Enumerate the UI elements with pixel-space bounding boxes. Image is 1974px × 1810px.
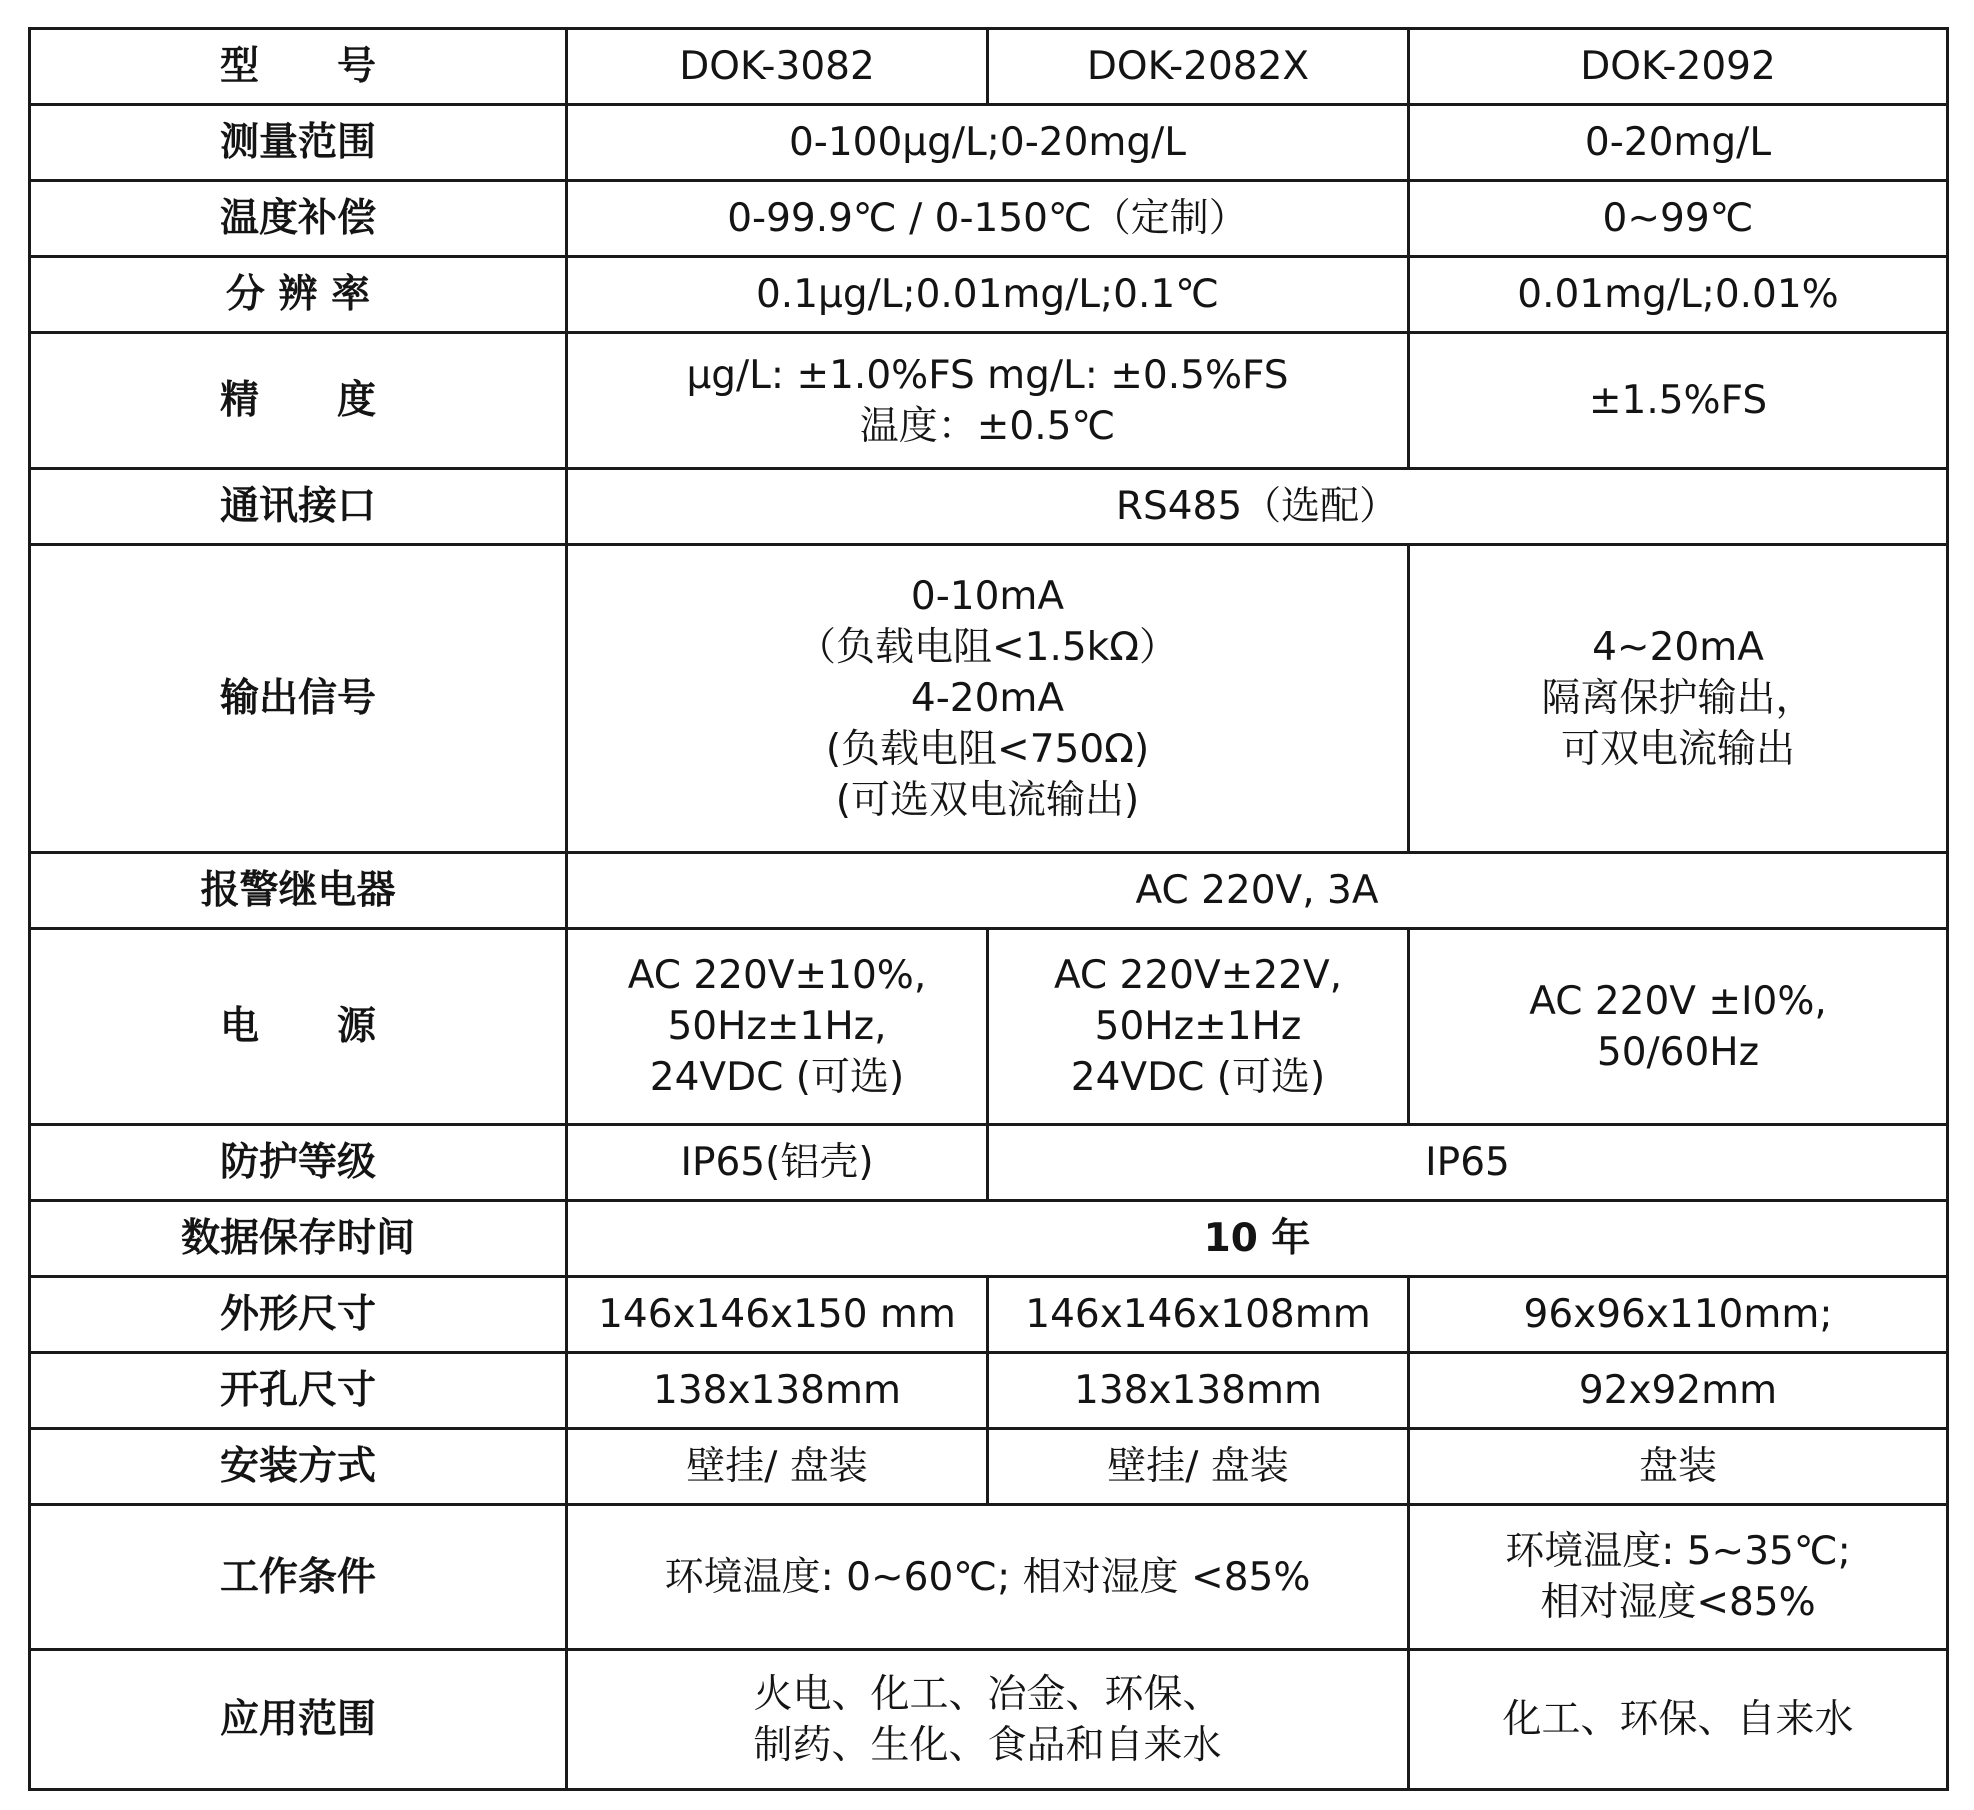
row-dimensions	[30, 1277, 1948, 1353]
power-value-2	[988, 929, 1409, 1125]
resolution-value-3: 0.01mg/L;0.01%	[1409, 257, 1948, 333]
output-line: 0-10mA	[910, 574, 1065, 619]
row-storage	[30, 1201, 1948, 1277]
output-line: 隔离保护输出，	[1541, 676, 1815, 721]
row-range	[30, 105, 1948, 181]
output-line: (可选双电流输出)	[835, 778, 1140, 823]
accuracy-line-2: 温度：±0.5℃	[859, 403, 1116, 449]
label-relay: 报警继电器	[30, 853, 567, 929]
protection-value-23: IP65	[988, 1125, 1948, 1201]
cutout-value-1: 138x138mm	[567, 1353, 988, 1429]
relay-value: AC 220V, 3A	[567, 853, 1948, 929]
model-dok-2092: DOK-2092	[1409, 29, 1948, 105]
power-line: 50Hz±1Hz,	[667, 1004, 887, 1049]
power-line: 24VDC (可选)	[649, 1055, 905, 1100]
temp-comp-value-12: 0-99.9℃ / 0-150℃（定制）	[567, 181, 1409, 257]
conditions-value-12: 环境温度: 0~60℃; 相对湿度 <85%	[567, 1505, 1409, 1650]
row-temp-comp	[30, 181, 1948, 257]
row-model	[30, 29, 1948, 105]
power-line: 50Hz±1Hz	[1094, 1004, 1302, 1049]
row-conditions	[30, 1505, 1948, 1650]
row-protection	[30, 1125, 1948, 1201]
dimensions-value-1: 146x146x150 mm	[567, 1277, 988, 1353]
row-relay	[30, 853, 1948, 929]
interface-value: RS485（选配）	[567, 469, 1948, 545]
protection-value-1: IP65(铝壳)	[567, 1125, 988, 1201]
range-value-12: 0-100µg/L;0-20mg/L	[567, 105, 1409, 181]
power-value-3	[1409, 929, 1948, 1125]
output-value-12	[567, 545, 1409, 853]
conditions-value-3	[1409, 1505, 1948, 1650]
label-accuracy: 精 度	[30, 333, 567, 469]
label-cutout: 开孔尺寸	[30, 1353, 567, 1429]
mounting-value-2: 壁挂/ 盘装	[988, 1429, 1409, 1505]
output-value-3	[1409, 545, 1948, 853]
cutout-value-2: 138x138mm	[988, 1353, 1409, 1429]
output-line: 4-20mA	[910, 676, 1065, 721]
row-cutout	[30, 1353, 1948, 1429]
label-resolution: 分 辨 率	[30, 257, 567, 333]
mounting-value-3: 盘装	[1409, 1429, 1948, 1505]
resolution-value-12: 0.1µg/L;0.01mg/L;0.1℃	[567, 257, 1409, 333]
label-protection: 防护等级	[30, 1125, 567, 1201]
label-power: 电 源	[30, 929, 567, 1125]
row-accuracy	[30, 333, 1948, 469]
power-value-1	[567, 929, 988, 1125]
cutout-value-3: 92x92mm	[1409, 1353, 1948, 1429]
model-dok-3082: DOK-3082	[567, 29, 988, 105]
dimensions-value-2: 146x146x108mm	[988, 1277, 1409, 1353]
storage-value: 10 年	[567, 1201, 1948, 1277]
label-range: 测量范围	[30, 105, 567, 181]
accuracy-value-3: ±1.5%FS	[1409, 333, 1948, 469]
row-power	[30, 929, 1948, 1125]
output-line: (负载电阻<750Ω)	[825, 727, 1150, 772]
output-line: （负载电阻<1.5kΩ）	[796, 625, 1179, 670]
label-dimensions: 外形尺寸	[30, 1277, 567, 1353]
label-temp-comp: 温度补偿	[30, 181, 567, 257]
application-value-12	[567, 1650, 1409, 1790]
accuracy-line-1: µg/L: ±1.0%FS mg/L: ±0.5%FS	[686, 352, 1289, 398]
output-line: 可双电流输出	[1560, 727, 1795, 772]
label-model: 型 号	[30, 29, 567, 105]
application-value-3: 化工、环保、自来水	[1409, 1650, 1948, 1790]
application-line: 火电、化工、冶金、环保、	[753, 1671, 1222, 1717]
accuracy-value-12	[567, 333, 1409, 469]
power-line: AC 220V±22V,	[1053, 953, 1343, 998]
power-line: 50/60Hz	[1596, 1029, 1760, 1075]
row-mounting	[30, 1429, 1948, 1505]
power-line: 24VDC (可选)	[1070, 1055, 1326, 1100]
row-application	[30, 1650, 1948, 1790]
label-mounting: 安装方式	[30, 1429, 567, 1505]
application-line: 制药、生化、食品和自来水	[753, 1722, 1222, 1768]
temp-comp-value-3: 0~99℃	[1409, 181, 1948, 257]
label-application: 应用范围	[30, 1650, 567, 1790]
spec-table	[28, 27, 1949, 1791]
label-conditions: 工作条件	[30, 1505, 567, 1650]
model-dok-2082x: DOK-2082X	[988, 29, 1409, 105]
mounting-value-1: 壁挂/ 盘装	[567, 1429, 988, 1505]
range-value-3: 0-20mg/L	[1409, 105, 1948, 181]
label-output: 输出信号	[30, 545, 567, 853]
conditions-line: 相对湿度<85%	[1540, 1580, 1816, 1625]
output-line: 4~20mA	[1592, 625, 1764, 670]
label-storage: 数据保存时间	[30, 1201, 567, 1277]
label-interface: 通讯接口	[30, 469, 567, 545]
conditions-line: 环境温度: 5~35℃;	[1505, 1529, 1851, 1574]
dimensions-value-3: 96x96x110mm;	[1409, 1277, 1948, 1353]
power-line: AC 220V±10%,	[627, 953, 927, 998]
row-interface	[30, 469, 1948, 545]
row-output	[30, 545, 1948, 853]
row-resolution	[30, 257, 1948, 333]
power-line: AC 220V ±I0%,	[1529, 978, 1827, 1024]
